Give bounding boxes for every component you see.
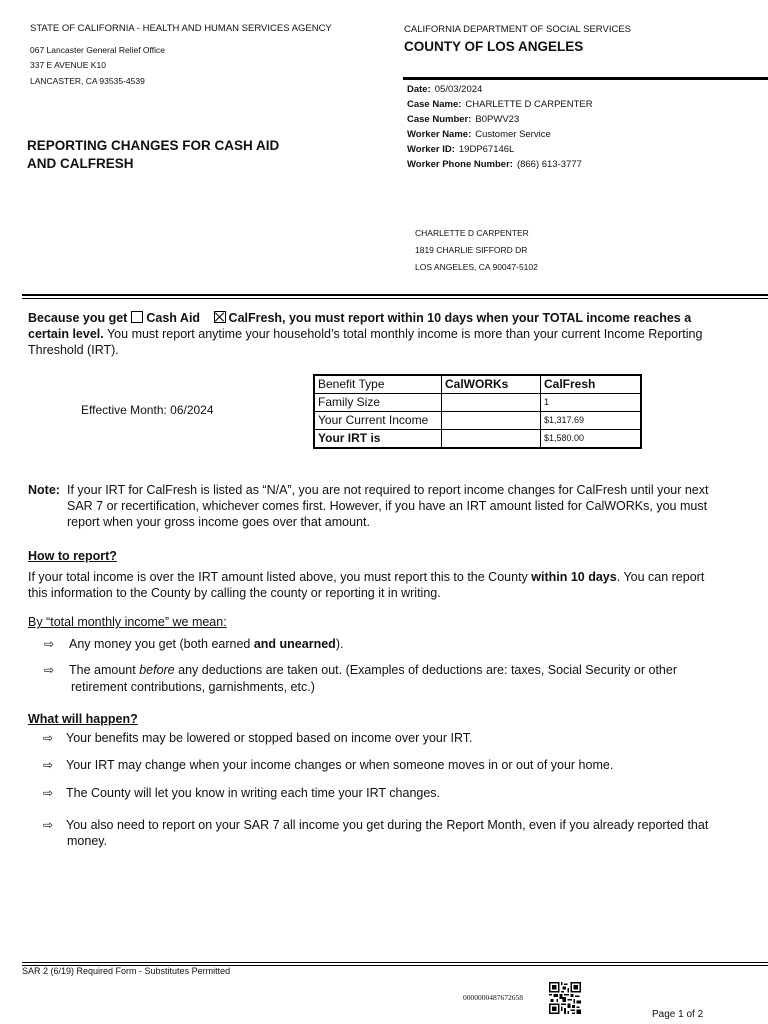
table-header-row [314,375,641,394]
agency-block [30,23,332,35]
irt-table [313,374,642,449]
barcode-number: 0000000487672658 [463,993,523,1002]
worker-phone-row: Worker Phone Number: (866) 613-3777 [407,159,582,170]
form-id: SAR 2 (6/19) Required Form - Substitutes Permitted [22,966,231,976]
case-info [407,82,593,172]
worker-name-value: Customer Service [475,129,551,140]
case-name-value: CHARLETTE D CARPENTER [465,99,593,110]
agency-name: STATE OF CALIFORNIA - HEALTH AND HUMAN SERVICES AGENCY [30,23,332,34]
footer-rule [22,962,768,963]
office-line: 337 E AVENUE K10 [30,59,106,70]
total-income-heading: By “total monthly income” we mean: [28,615,227,629]
table-row [314,394,641,412]
table-cell [442,430,541,449]
table-header-cell: CalFresh [541,375,642,394]
worker-phone-value: (866) 613-3777 [516,159,582,170]
table-cell: 1 [541,394,642,412]
page-number: Page 1 of 2 [652,1009,704,1020]
worker-id-value: 19DP67146L [458,144,515,155]
table-cell [442,394,541,412]
case-number-row: Case Number: B0PWV23 [407,114,520,125]
qr-code-icon [549,982,581,1014]
office-line: 067 Lancaster General Relief Office [30,45,165,55]
case-name-row: Case Name: CHARLETTE D CARPENTER [407,99,593,110]
arrow-right-outline-icon: ⇨ [44,663,55,677]
table-header-cell: Benefit Type [314,375,442,394]
what-will-happen-heading: What will happen? [28,712,138,726]
cash-aid-checkbox [131,311,143,323]
table-row [314,430,641,449]
county-name: COUNTY OF LOS ANGELES [404,39,584,54]
arrow-right-outline-icon: ⇨ [44,637,55,651]
worker-id-row: Worker ID: 19DP67146L [407,144,515,155]
department-name: CALIFORNIA DEPARTMENT OF SOCIAL SERVICES [404,24,631,35]
table-cell: Your Current Income [314,412,442,430]
case-number-value: B0PWV23 [475,114,520,125]
recipient-line: LOS ANGELES, CA 90047-5102 [415,262,538,272]
recipient-line: 1819 CHARLIE SIFFORD DR [415,245,528,255]
table-cell: Family Size [314,394,442,412]
page-title: REPORTING CHANGES FOR CASH AID AND CALFRESH [27,138,280,171]
how-to-report-heading: How to report? [28,549,117,563]
table-row [314,412,641,430]
table-cell [442,412,541,430]
table-cell: $1,580.00 [541,430,642,449]
table-cell: $1,317.69 [541,412,642,430]
list-item: ⇨ You also need to report on your SAR 7 all income you get during the Report Month, even if you already reported that money. [43,818,709,848]
list-item: ⇨ The amount before any deductions are taken out. (Examples of deductions are: taxes, Social Security or other retirement contributions, garnishments, etc.) [44,663,677,694]
section-rule [22,298,768,299]
header-rule [403,77,768,80]
worker-name-row: Worker Name: Customer Service [407,129,551,140]
note-text: If your IRT for CalFresh is listed as “N/A”, you are not required to report income changes for CalFresh until your next SAR 7 or recertification, whichever comes first. However, if you have an IRT amount listed for CalWORKs, you must report when your gross income goes over that amount. [67,483,709,529]
arrow-right-outline-icon: ⇨ [43,786,54,800]
office-line: LANCASTER, CA 93535-4539 [30,76,145,86]
effective-month: Effective Month: 06/2024 [81,403,214,417]
section-rule [22,294,768,296]
recipient-line: CHARLETTE D CARPENTER [415,228,529,238]
calfresh-checkbox-checked [214,311,226,323]
intro-paragraph: Because you get Cash Aid CalFresh, you must report within 10 days when your TOTAL income reaches a certain level. You must report anytime your household’s total monthly income is more than your current Income Reporting Threshold (IRT). [28,311,703,357]
office-address [30,43,165,89]
note-label: Note: [28,483,60,497]
date-value: 05/03/2024 [434,84,483,95]
table-header-cell: CalWORKs [442,375,541,394]
arrow-right-outline-icon: ⇨ [43,818,54,832]
arrow-right-outline-icon: ⇨ [43,758,54,772]
recipient-address [415,225,538,276]
date-row: Date: 05/03/2024 [407,84,483,95]
table-cell: Your IRT is [314,430,442,449]
arrow-right-outline-icon: ⇨ [43,731,54,745]
how-to-report-text: If your total income is over the IRT amount listed above, you must report this to the County within 10 days. You can report this information to the County by calling the county or reporting it in writing. [28,570,705,600]
